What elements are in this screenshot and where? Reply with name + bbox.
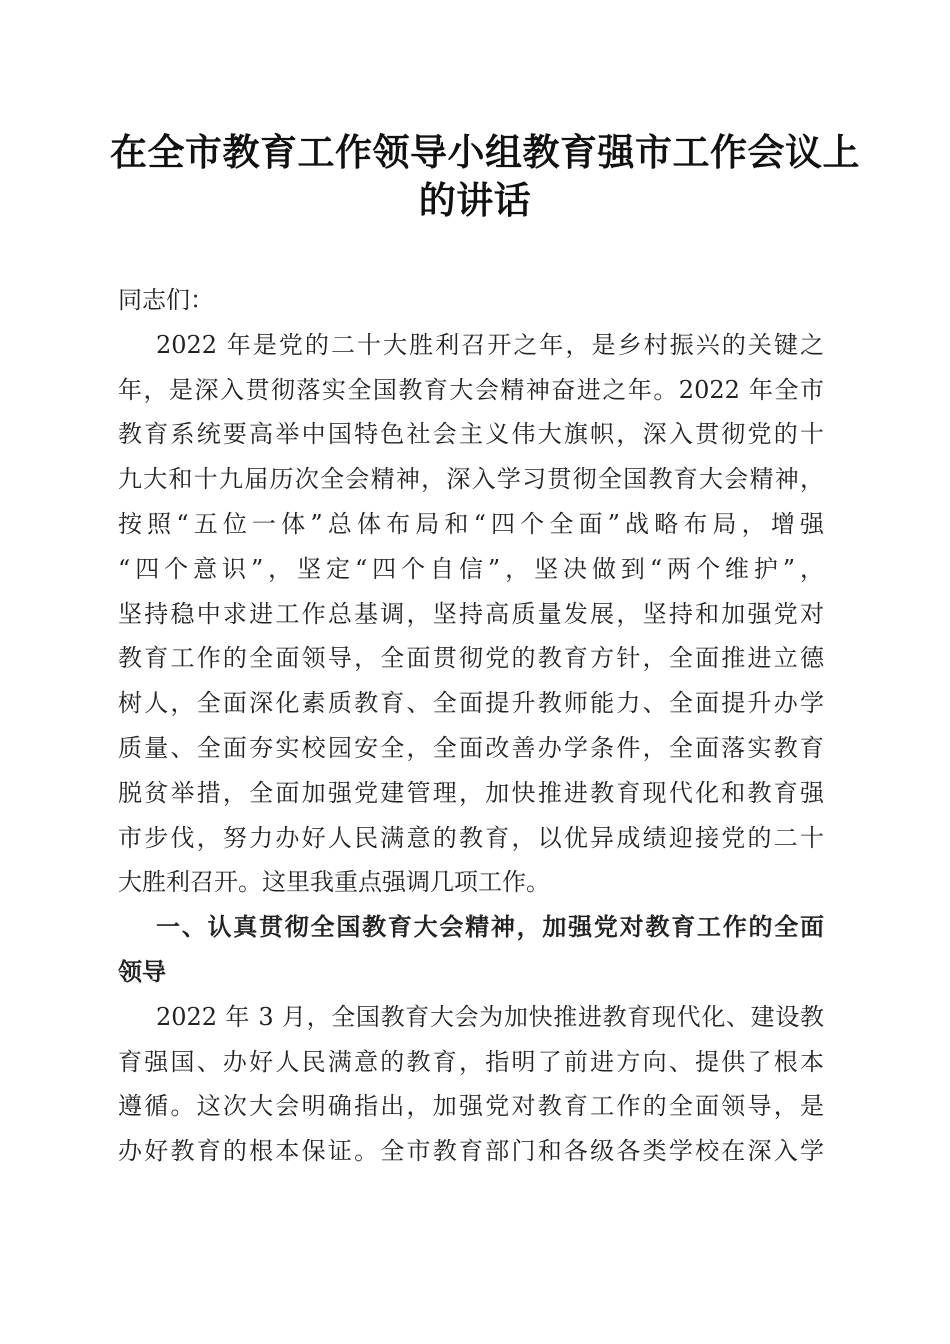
- paragraph-1-line: 脱贫举措，全面加强党建管理，加快推进教育现代化和教育强: [118, 778, 824, 807]
- paragraph-1-line: 教育系统要高举中国特色社会主义伟大旗帜，深入贯彻党的十: [118, 420, 824, 449]
- section-heading-line: 领导: [118, 957, 166, 986]
- document-title: [110, 128, 860, 224]
- salutation: 同志们：: [118, 286, 214, 314]
- paragraph-1-line: 坚持稳中求进工作总基调，坚持高质量发展，坚持和加强党对: [118, 599, 824, 628]
- paragraph-1-line: 按照“五位一体”总体布局和“四个全面”战略布局，增强: [118, 509, 824, 538]
- paragraph-1-line: 市步伐，努力办好人民满意的教育，以优异成绩迎接党的二十: [118, 823, 824, 852]
- paragraph-1-line: 教育工作的全面领导，全面贯彻党的教育方针，全面推进立德: [118, 644, 824, 673]
- paragraph-1-line: “四个意识”，坚定“四个自信”，坚决做到“两个维护”，: [118, 554, 824, 583]
- paragraph-2-line: 办好教育的根本保证。全市教育部门和各级各类学校在深入学: [118, 1137, 824, 1166]
- paragraph-2-line: 2022 年 3 月，全国教育大会为加快推进教育现代化、建设教: [156, 1002, 824, 1031]
- section-heading-line: 一、认真贯彻全国教育大会精神，加强党对教育工作的全面: [156, 913, 824, 942]
- paragraph-1-line: 树人，全面深化素质教育、全面提升教师能力、全面提升办学: [118, 689, 824, 718]
- paragraph-2-line: 育强国、办好人民满意的教育，指明了前进方向、提供了根本: [118, 1047, 824, 1076]
- paragraph-1-line: 九大和十九届历次全会精神，深入学习贯彻全国教育大会精神，: [118, 465, 824, 494]
- title-line-2: 的讲话: [418, 178, 532, 222]
- paragraph-1-line: 大胜利召开。这里我重点强调几项工作。: [118, 868, 550, 897]
- document-body: [118, 278, 824, 1174]
- paragraph-1-line: 年，是深入贯彻落实全国教育大会精神奋进之年。2022 年全市: [118, 375, 824, 404]
- paragraph-1-line: 2022 年是党的二十大胜利召开之年，是乡村振兴的关键之: [156, 330, 824, 359]
- paragraph-2-line: 遵循。这次大会明确指出，加强党对教育工作的全面领导，是: [118, 1092, 824, 1121]
- paragraph-1-line: 质量、全面夯实校园安全，全面改善办学条件，全面落实教育: [118, 733, 824, 762]
- title-line-1: 在全市教育工作领导小组教育强市工作会议上: [110, 130, 860, 174]
